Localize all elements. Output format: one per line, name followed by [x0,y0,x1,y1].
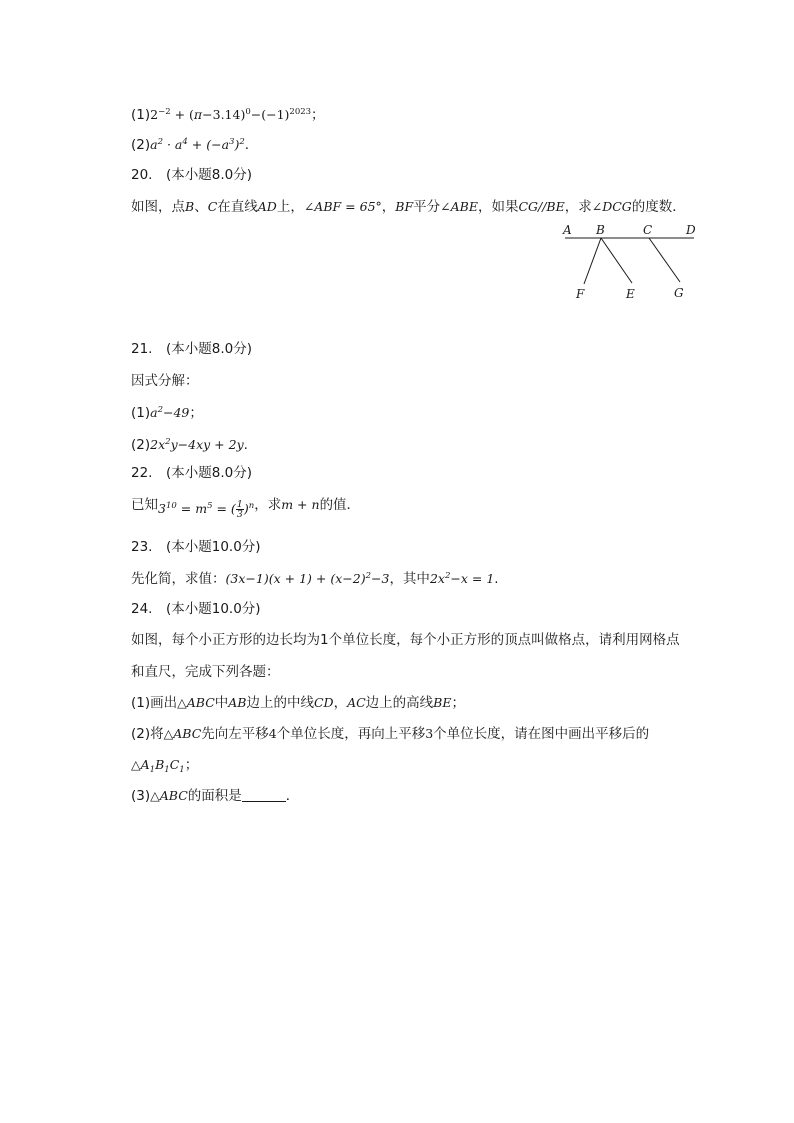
label-g: G [674,286,684,300]
q24-header: 24. (本小题10.0分) [131,601,261,617]
label-a: A [563,223,572,237]
q24-line1: 如图，每个小正方形的边长均为1个单位长度，每个小正方形的顶点叫做格点，请利用网格点 [131,632,680,648]
line-be [601,238,632,283]
label-e: E [626,287,635,301]
q24-part3: (3)△ABC的面积是 ． [131,788,300,804]
q24-part1: (1)画出△ABC中AB边上的中线CD，AC边上的高线BE； [131,695,465,711]
q24-line2: 和直尺，完成下列各题： [131,664,280,680]
q23-text: 先化简，求值：$(3x-1)(x + 1) + (x-2)^2-3$，其中$2x^2-x = 1$. [131,571,499,587]
q20-geometry-figure [555,220,705,305]
q22-text: 已知$3^{10} = m^5$ = ( $\frac{1}{3}$ )$^n$，求m + n的值． [131,497,361,520]
q19-part2-expression: $a^2 \cdot a^4 + (-a^3)^2$ [150,137,245,152]
label-d: D [686,223,696,237]
label-f: F [576,287,585,301]
answer-blank[interactable] [242,787,286,802]
q23-header: 23. (本小题10.0分) [131,539,261,555]
q21-header: 21. (本小题8.0分) [131,341,252,357]
q19-part1: $(1)2^{-2} + (\pi-3.14)^0-(-1)^{2023}$； [131,107,325,123]
q19-part2: $(2)a^2 \cdot a^4 + (-a^3)^2$. [131,137,250,153]
q19-part1-expression: $2^{-2} + (\pi-3.14)^0-(-1)^{2023}$ [150,107,312,122]
label-c: C [643,223,653,237]
q24-part2-cont: $\triangle A_1B_1C_1$； [131,757,199,775]
label-b: B [596,223,605,237]
q24-part2: (2)将△ABC先向左平移4个单位长度，再向上平移3个单位长度，请在图中画出平移后的 [131,726,650,742]
line-cg [649,238,680,282]
q21-part1: $(1)a^2-49$； [131,405,203,421]
q21-part2: $(2)2x^2y-4xy + 2y$. [131,437,248,453]
q20-text: 如图，点B、C在直线AD上，∠ABF = 65°，BF平分∠ABE，如果CG//BE，求∠DCG的度数． [131,199,686,215]
line-bf [584,238,601,284]
q22-header: 22. (本小题8.0分) [131,465,252,481]
q21-intro: 因式分解： [131,373,199,389]
q20-header: 20. (本小题8.0分) [131,167,252,183]
